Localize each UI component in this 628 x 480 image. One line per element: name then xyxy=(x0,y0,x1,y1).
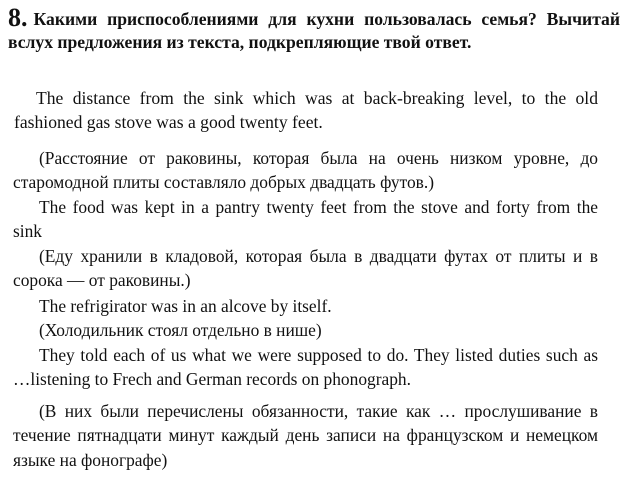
paragraph-russian-refrigerator: (Холодильник стоял отдельно в нише) xyxy=(39,320,322,340)
paragraph-russian-duties: (В них были перечислены обязанности, такие как … прослушивание в течение пятнадцати минут каждый день записи на французском и немецком языке на фонографе) xyxy=(13,401,598,470)
task-number: 8. xyxy=(8,3,28,32)
task-question: Какими приспособлениями для кухни пользовалась семья? Вычитай вслух предложения из текста, подкрепляющие твой ответ. xyxy=(8,9,620,52)
task-heading xyxy=(8,3,620,54)
paragraph-russian-sink: (Расстояние от раковины, которая была на очень низком уровне, до старомодной плиты составляло добрых двадцать футов.) xyxy=(13,148,598,193)
paragraph-english-pantry: The food was kept in a pantry twenty feet from the stove and forty from the sink xyxy=(13,197,598,242)
paragraph-english-duties: They told each of us what we were supposed to do. They listed duties such as …listening to Frech and German records on phonograph. xyxy=(13,345,598,390)
paragraph-english-refrigerator: The refrigirator was in an alcove by itself. xyxy=(39,296,332,316)
paragraph-english-sink: The distance from the sink which was at back-breaking level, to the old fashioned gas stove was a good twenty feet. xyxy=(14,88,598,133)
paragraph-russian-pantry: (Еду хранили в кладовой, которая была в двадцати футах от плиты и в сорока — от раковины.) xyxy=(13,246,598,291)
